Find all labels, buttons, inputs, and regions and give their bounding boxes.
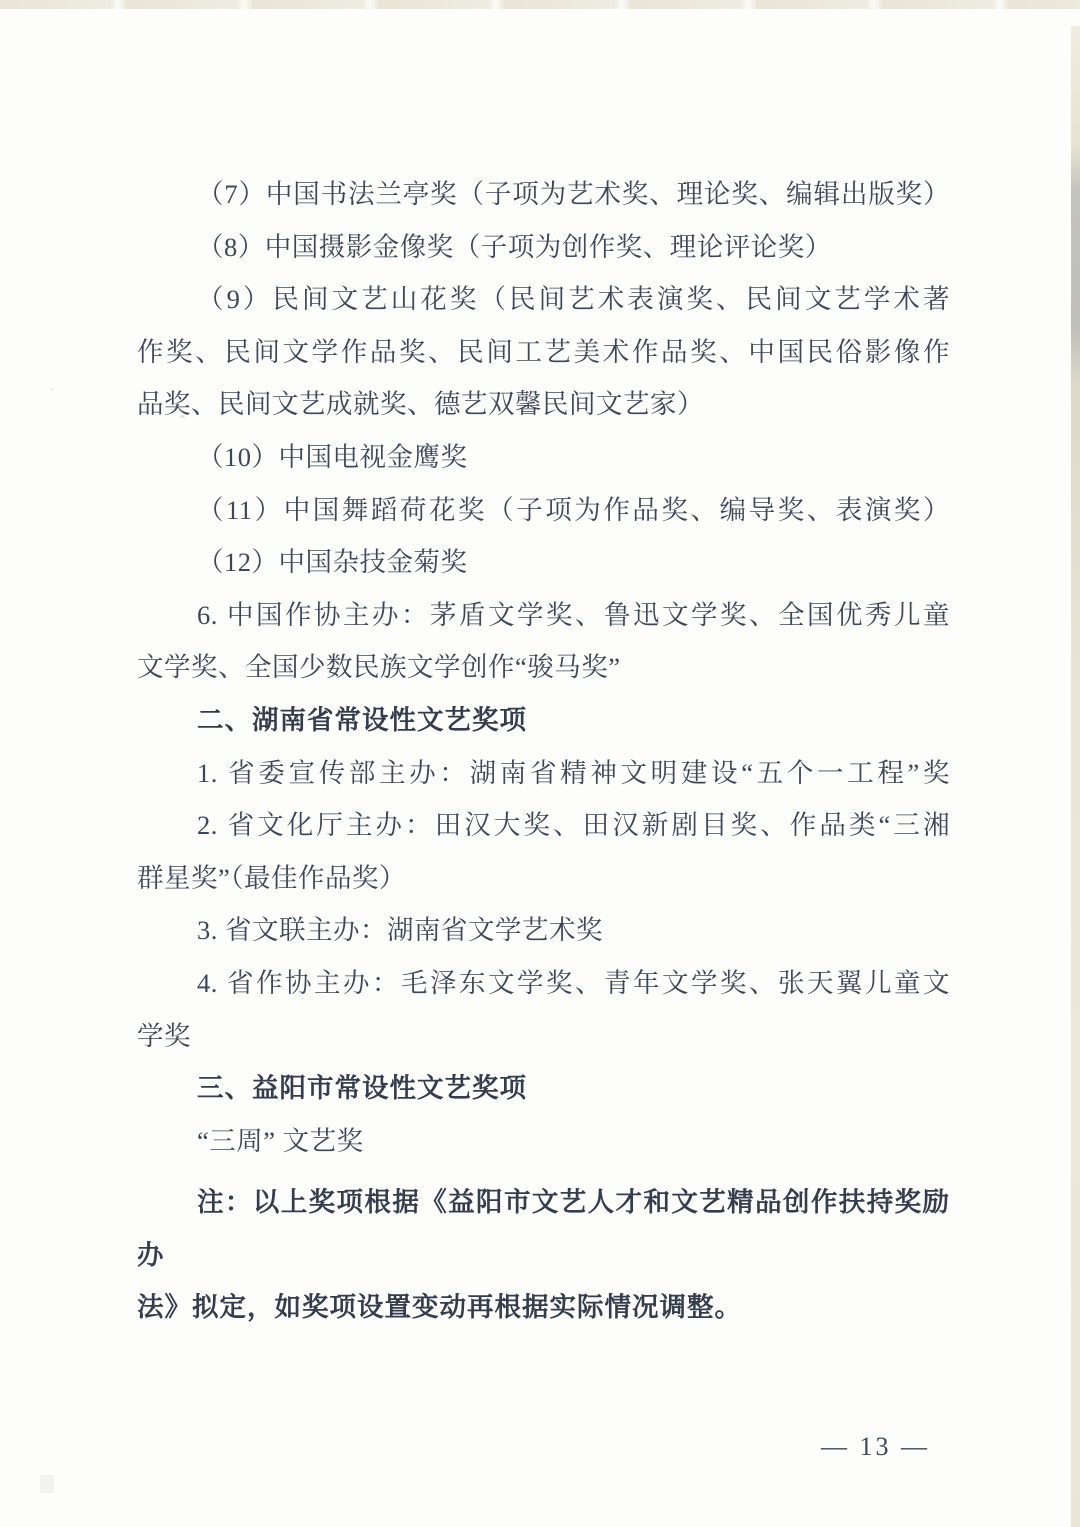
text-line: 群星奖”（最佳作品奖） (137, 862, 407, 893)
heading-line: 三、益阳市常设性文艺奖项 (197, 1073, 527, 1104)
text-line: （11）中国舞蹈荷花奖（子项为作品奖、编导奖、表演奖） (197, 494, 950, 525)
text-line: 4. 省作协主办：毛泽东文学奖、青年文学奖、张天翼儿童文 (197, 967, 950, 998)
scan-edge-top (0, 0, 1080, 9)
text-line: 作奖、民间文学作品奖、民间工艺美术作品奖、中国民俗影像作 (137, 336, 950, 367)
text-line: 1. 省委宣传部主办：湖南省精神文明建设“五个一工程”奖 (197, 757, 950, 788)
heading-line: 注：以上奖项根据《益阳市文艺人才和文艺精品创作扶持奖励办 (137, 1187, 950, 1270)
scan-edge-right (1071, 26, 1080, 1527)
page-number: — 13 — (821, 1432, 930, 1461)
text-line: 学奖 (137, 1020, 191, 1051)
text-line: （12）中国杂技金菊奖 (197, 547, 468, 578)
text-line: （10）中国电视金鹰奖 (197, 441, 468, 472)
heading-line: 法》拟定，如奖项设置变动再根据实际情况调整。 (137, 1292, 742, 1323)
text-line: “三周” 文艺奖 (197, 1125, 364, 1156)
text-line: 文学奖、全国少数民族文学创作“骏马奖” (137, 652, 621, 683)
text-line: 品奖、民间文艺成就奖、德艺双馨民间文艺家） (137, 389, 704, 420)
scan-noise-speck (50, 388, 53, 391)
document-body (137, 168, 950, 1334)
text-line: 3. 省文联主办：湖南省文学艺术奖 (197, 915, 603, 946)
text-line: 6. 中国作协主办：茅盾文学奖、鲁迅文学奖、全国优秀儿童 (197, 599, 950, 630)
scan-noise-speck (40, 1475, 54, 1493)
text-line: （7）中国书法兰亭奖（子项为艺术奖、理论奖、编辑出版奖） (197, 179, 950, 209)
text-line: （9）民间文艺山花奖（民间艺术表演奖、民间文艺学术著 (197, 284, 950, 315)
text-line: （8）中国摄影金像奖（子项为创作奖、理论评论奖） (197, 231, 832, 262)
heading-line: 二、湖南省常设性文艺奖项 (197, 704, 527, 735)
text-line: 2. 省文化厅主办：田汉大奖、田汉新剧目奖、作品类“三湘 (197, 810, 950, 841)
